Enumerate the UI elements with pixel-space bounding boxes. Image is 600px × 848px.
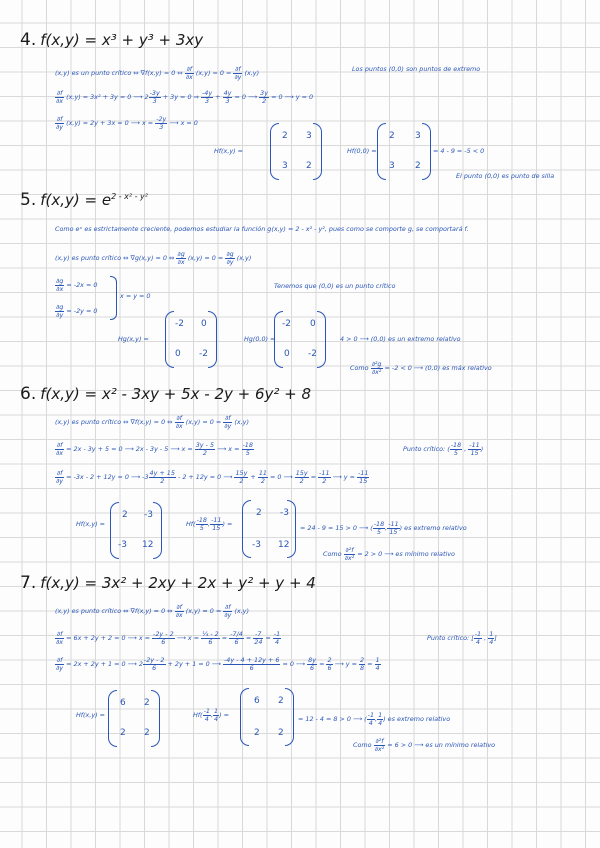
- problem-7-heading: 7. f(x,y) = 3x² + 2xy + 2x + y² + y + 4: [20, 573, 316, 593]
- p4-dfdy-line: $\frac{\partial f}{\partial y}$ (x,y) = 2y + 3x = 0 ⟶ x = $\frac{-2y}{3}$ ⟶ x = 0: [56, 115, 198, 131]
- p7-determinant: = 12 - 4 = 8 > 0 ⟶ ( $\frac{-1}{4}$ , $\frac{1}{4}$ ) es extremo relativo: [298, 711, 451, 727]
- p7-hessian-label: Hf(x,y) =: [76, 711, 106, 719]
- p7-critical-def: (x,y) es punto crítico ⇔ ∇f(x,y) = 0 ⇔ $\frac{\partial f}{\partial x}$ (x,y) = 0 = $\frac{\partial f}{\partial y}$ (x,y): [55, 603, 249, 619]
- p5-dgdx: $\frac{\partial g}{\partial x}$ = -2x = 0: [56, 277, 98, 293]
- p6-dfdx-line: $\frac{\partial f}{\partial x}$ = 2x - 3y + 5 = 0 ⟶ 2x - 3y - 5 ⟶ x = $\frac{3y - 5}{2}$ ⟶ x = $\frac{-18}{5}$: [56, 441, 253, 457]
- p7-hessian-point-label: Hf( $\frac{-1}{4}$ , $\frac{1}{4}$ ) =: [193, 707, 229, 723]
- p6-hessian-matrix: 2 -3 -3 12: [110, 502, 162, 559]
- p6-critical-point: Punto crítico: ( $\frac{-18}{5}$ , $\frac{-11}{15}$ ): [403, 441, 484, 457]
- p5-conclusion: Como $\frac{\text{∂²g}}{\text{∂x²}}$ = -2 < 0 ⟶ (0,0) es máx relativo: [350, 360, 492, 376]
- problem-6-heading: 6. f(x,y) = x² - 3xy + 5x - 2y + 6y² + 8: [20, 384, 312, 404]
- p5-solution: x = y = 0: [120, 292, 151, 300]
- p4-hessian-matrix: 2 3 3 2: [270, 123, 322, 180]
- p7-critical-point: Punto crítico: [ $\frac{-1}{4}$ , $\frac{1}{4}$ ]: [427, 630, 497, 646]
- p5-hessian-matrix: -2 0 0 -2: [165, 311, 217, 368]
- p6-hessian-point-label: Hf( $\frac{-18}{5}$ , $\frac{-11}{15}$ ) =: [186, 516, 233, 532]
- p6-conclusion: Como $\frac{\text{∂²f}}{\text{∂x²}}$ = 2 > 0 ⟶ es mínimo relativo: [323, 546, 455, 562]
- p4-hessian-00-label: Hf(0,0) =: [347, 147, 377, 155]
- problem-4-heading: 4. f(x,y) = x³ + y³ + 3xy: [20, 30, 204, 50]
- p4-dfdx-line: $\frac{\partial f}{\partial x}$ (x,y) = 3x² + 3y = 0 ⟶ 2 $\frac{-3y}{3}$ + 3y = 0 ⇒ $\frac{-4y}{3}$ + $\frac{4y}{3}$ = 0 ⟶ $\frac{3y}{2}$ = 0 ⟶ y = 0: [56, 89, 314, 105]
- p4-conclusion: El punto (0,0) es punto de silla: [456, 172, 555, 180]
- p4-note: Los puntos (0,0) son puntos de extremo: [352, 65, 481, 73]
- p7-hessian-matrix: 6 2 2 2: [108, 690, 160, 747]
- p6-hessian-point-matrix: 2 -3 -3 12: [242, 500, 296, 558]
- p5-monotonic-note: Como eˣ es estrictamente creciente, podemos estudiar la función g(x,y) = 2 - x² - y², pues como se comporte g, se comportará f.: [55, 225, 469, 233]
- p5-dgdy: $\frac{\partial g}{\partial y}$ = -2y = 0: [56, 303, 98, 319]
- p5-hessian-00-matrix: -2 0 0 -2: [274, 311, 326, 368]
- p5-hessian-00-label: Hg(0,0) =: [244, 335, 276, 343]
- p4-hessian-00-matrix: 2 3 3 2: [377, 123, 431, 180]
- p6-dfdy-line: $\frac{\partial f}{\partial y}$ = -3x - 2 + 12y = 0 ⟶ -3 $\frac{4y + 15}{2}$ - 2 + 12y = 0 ⟶ $\frac{15y}{2}$ + $\frac{11}{2}$ = 0 ⟶ $\frac{15y}{2}$ = $\frac{-11}{2}$ ⟶ y = $\frac{-11}{15}$: [56, 469, 369, 485]
- p7-dfdx-line: $\frac{\partial f}{\partial x}$ = 6x + 2y + 2 = 0 ⟶ x = $\frac{-2y - 2}{6}$ ⟶ x = $\frac{\text{¼ - 2}}{6}$ = $\frac{-7/4}{6}$ = $\frac{-7}{24}$ = $\frac{-1}{4}$: [56, 630, 281, 646]
- p4-critical-def: (x,y) es un punto crítico ⇔ ∇f(x,y) = 0 ⇔ $\frac{\partial f}{\partial x}$ (x,y) = 0 = $\frac{\partial f}{\partial y}$ (x,y): [55, 65, 260, 81]
- problem-5-heading: 5. $f(x,y) = e^{2 - x^2 - y^2}$: [20, 190, 148, 210]
- p7-hessian-point-matrix: 6 2 2 2: [240, 688, 294, 746]
- p6-critical-def: (x,y) es punto crítico ⇔ ∇f(x,y) = 0 ⇔ $\frac{\partial f}{\partial x}$ (x,y) = 0 = $\frac{\partial f}{\partial y}$ (x,y): [55, 414, 249, 430]
- p5-note: Tenemos que (0,0) es un punto crítico: [274, 282, 396, 290]
- p4-hessian-label: Hf(x,y) =: [214, 147, 244, 155]
- p5-hessian-label: Hg(x,y) =: [118, 335, 149, 343]
- p6-determinant: = 24 - 9 = 15 > 0 ⟶ ( $\frac{-18}{5}$ , $\frac{-11}{15}$ ) es extremo relativo: [300, 520, 467, 536]
- p5-critical-def: (x,y) es punto crítico ⇔ ∇g(x,y) = 0 ⇔ $\frac{\partial g}{\partial x}$ (x,y) = 0 = $\frac{\partial g}{\partial y}$ (x,y): [55, 250, 252, 266]
- p7-dfdy-line: $\frac{\partial f}{\partial y}$ = 2x + 2y + 1 = 0 ⟶ 2 $\frac{-2y - 2}{6}$ + 2y + 1 = 0 ⟶ $\frac{-4y - 4 + 12y + 6}{6}$ = 0 ⟶ $\frac{8y}{6}$ = $\frac{2}{6}$ ⟶ y = $\frac{2}{8}$ = $\frac{1}{4}$: [56, 656, 380, 672]
- p7-conclusion: Como $\frac{\text{∂²f}}{\text{∂x²}}$ = 6 > 0 ⟶ es un mínimo relativo: [353, 737, 496, 753]
- p6-hessian-label: Hf(x,y) =: [76, 520, 106, 528]
- p5-system-brace: [110, 276, 117, 320]
- p4-determinant: = 4 - 9 = -5 < 0: [433, 147, 485, 155]
- p5-determinant: 4 > 0 ⟶ (0,0) es un extremo relativo: [340, 335, 461, 343]
